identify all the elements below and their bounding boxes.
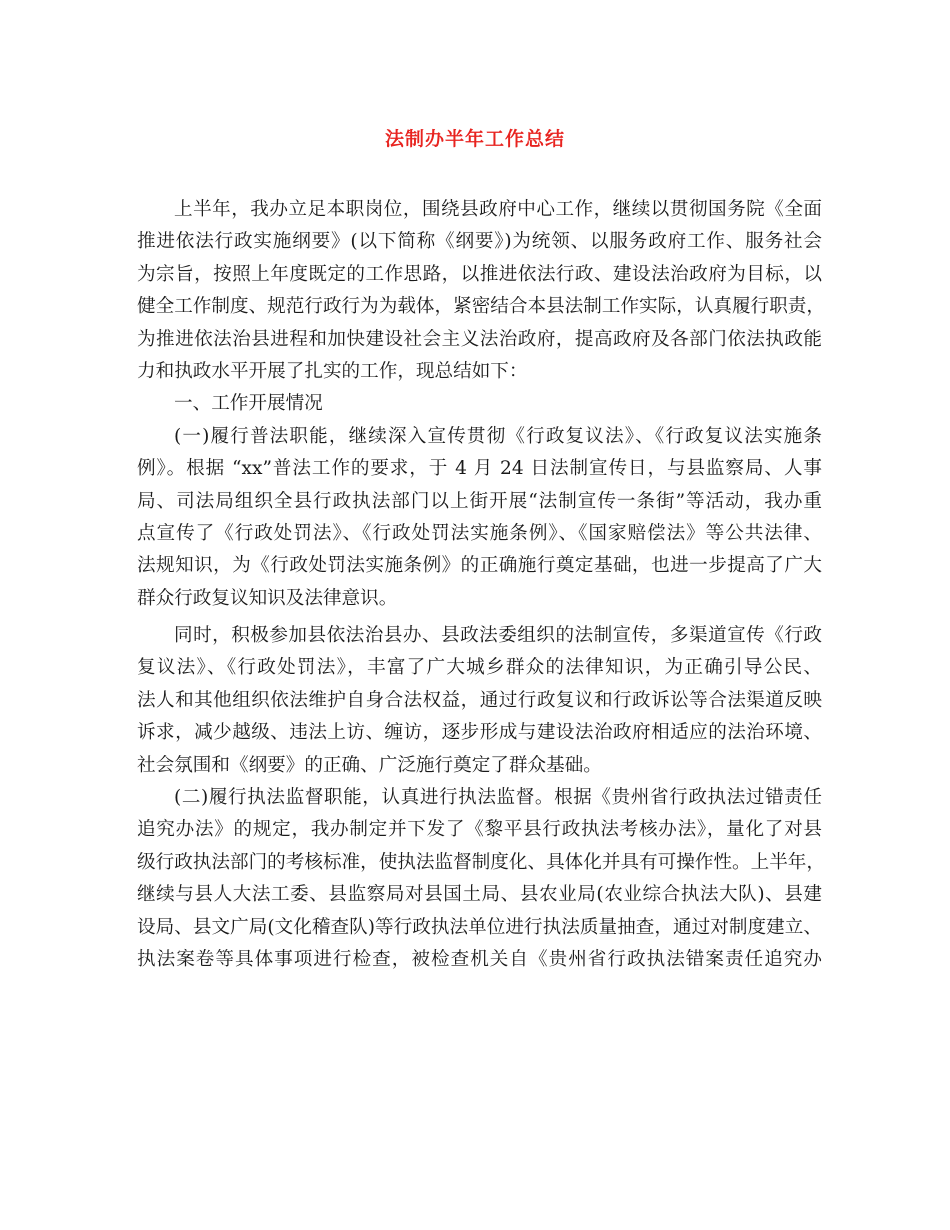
paragraph (137, 620, 822, 782)
text-line: (一)履行普法职能，继续深入宣传贯彻《行政复议法》、《行政复议法实施条 (174, 425, 822, 447)
text-line: 法人和其他组织依法维护自身合法权益，通过行政复议和行政诉讼等合法渠道反映 (137, 689, 822, 711)
text-line: 局、司法局组织全县行政执法部门以上街开展“法制宣传一条街”等活动，我办重 (137, 490, 822, 512)
text-line: 点宣传了《行政处罚法》、《行政处罚法实施条例》、《国家赔偿法》等公共法律、 (137, 522, 822, 544)
text-line: 追究办法》的规定，我办制定并下发了《黎平县行政执法考核办法》，量化了对县 (137, 819, 822, 841)
text-line: 级行政执法部门的考核标准，使执法监督制度化、具体化并具有可操作性。上半年， (137, 851, 825, 873)
text-line: 社会氛围和《纲要》的正确、广泛施行奠定了群众基础。 (137, 754, 602, 776)
text-line: 设局、县文广局(文化稽查队)等行政执法单位进行执法质量抽查，通过对制度建立、 (137, 916, 822, 938)
text-line: 继续与县人大法工委、县监察局对县国土局、县农业局(农业综合执法大队)、县建 (137, 884, 822, 906)
text-line: 上半年，我办立足本职岗位，围绕县政府中心工作，继续以贯彻国务院《全面 (174, 199, 822, 220)
text-line: 例》。根据 “xx”普法工作的要求，于 4 月 24 日法制宣传日，与县监察局、人事 (137, 458, 822, 480)
text-line: 健全工作制度、规范行政行为为载体，紧密结合本县法制工作实际，认真履行职责， (137, 296, 825, 318)
text-line: 同时，积极参加县依法治县办、县政法委组织的法制宣传，多渠道宣传《行政 (174, 625, 822, 647)
text-line: 为宗旨，按照上年度既定的工作思路，以推进依法行政、建设法治政府为目标，以 (137, 263, 822, 285)
text-line: 群众行政复议知识及法律意识。 (137, 587, 398, 609)
section-heading (137, 388, 822, 420)
text-line: 复议法》、《行政处罚法》，丰富了广大城乡群众的法律知识，为正确引导公民、 (137, 657, 822, 679)
text-line: 法规知识，为《行政处罚法实施条例》的正确施行奠定基础，也进一步提高了广大 (137, 555, 822, 577)
paragraph (137, 782, 825, 976)
text-line: (二)履行执法监督职能，认真进行执法监督。根据《贵州省行政执法过错责任 (174, 787, 822, 809)
text-line: 执法案卷等具体事项进行检查，被检查机关自《贵州省行政执法错案责任追究办 (137, 948, 822, 970)
text-line: 力和执政水平开展了扎实的工作，现总结如下： (137, 360, 528, 382)
text-line: 一、工作开展情况 (174, 393, 323, 415)
text-line: 诉求，减少越级、违法上访、缠访，逐步形成与建设法治政府相适应的法治环境、 (137, 722, 822, 744)
text-line: 为推进依法治县进程和加快建设社会主义法治政府，提高政府及各部门依法执政能 (137, 328, 822, 350)
paragraph (137, 194, 825, 388)
document-body (137, 194, 825, 976)
text-line: 推进依法行政实施纲要》(以下简称《纲要》)为统领、以服务政府工作、服务社会 (137, 231, 822, 253)
paragraph (137, 421, 822, 615)
document-title: 法制办半年工作总结 (384, 128, 565, 150)
